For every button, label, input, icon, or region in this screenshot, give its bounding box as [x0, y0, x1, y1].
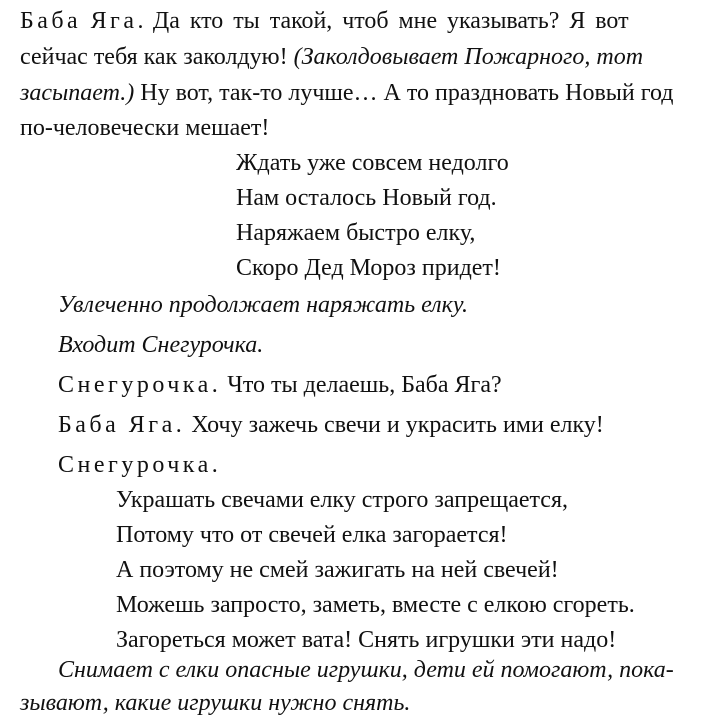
- stage-direction: Входит Снегурочка.: [58, 332, 264, 358]
- opening-line-1: [20, 6, 714, 36]
- opening-line-4: [20, 113, 269, 143]
- stage-direction-inline-end: засыпает.): [20, 80, 135, 106]
- verse1-line: Нам осталось Новый год.: [236, 185, 497, 211]
- speaker-baba-yaga: Баба Яга.: [58, 412, 186, 438]
- verse2-line: Потому что от свечей елка загорается!: [116, 522, 508, 548]
- verse2-line: Загореться может вата! Снять игрушки эти надо!: [116, 627, 617, 653]
- stage-direction: Увлеченно продолжает наряжать елку.: [58, 292, 469, 318]
- verse2-line: Можешь запросто, заметь, вместе с елкою сгореть.: [116, 592, 635, 618]
- stage-direction-final-line-2: зывают, какие игрушки нужно снять.: [20, 690, 411, 716]
- opening-line-2: [20, 42, 643, 72]
- dialogue-line: [58, 370, 502, 400]
- stage-direction-inline: (Заколдовывает Пожарного, тот: [293, 44, 644, 70]
- verse1-line: Скоро Дед Мороз придет!: [236, 255, 501, 281]
- stage-direction-final-line-1: Снимает с елки опасные игрушки, дети ей помогают, пока-: [58, 657, 674, 683]
- speaker-snegurochka: Снегурочка.: [58, 452, 222, 478]
- speaker-baba-yaga: Баба Яга.: [20, 8, 147, 34]
- opening-line-1-text: Да кто ты такой, чтоб мне указывать? Я вот: [152, 8, 629, 34]
- verse2-line: Украшать свечами елку строго запрещается,: [116, 487, 568, 513]
- dialogue-line: [58, 410, 604, 440]
- verse2-line: А поэтому не смей зажигать на ней свечей!: [116, 557, 559, 583]
- dialogue-text: Хочу зажечь свечи и украсить ими елку!: [185, 412, 604, 438]
- verse1-line: Ждать уже совсем недолго: [236, 150, 509, 176]
- verse1-line: Наряжаем быстро елку,: [236, 220, 476, 246]
- speaker-snegurochka: Снегурочка.: [58, 372, 222, 398]
- opening-line-2-text: сейчас тебя как заколдую!: [20, 44, 294, 70]
- dialogue-text: Что ты делаешь, Баба Яга?: [221, 372, 502, 398]
- dialogue-line: [58, 450, 221, 480]
- opening-line-3-text: Ну вот, так-то лучше… А то праздновать Новый год: [134, 80, 674, 106]
- opening-line-3: [20, 78, 674, 108]
- opening-line-4-text: по-человечески мешает!: [20, 115, 270, 141]
